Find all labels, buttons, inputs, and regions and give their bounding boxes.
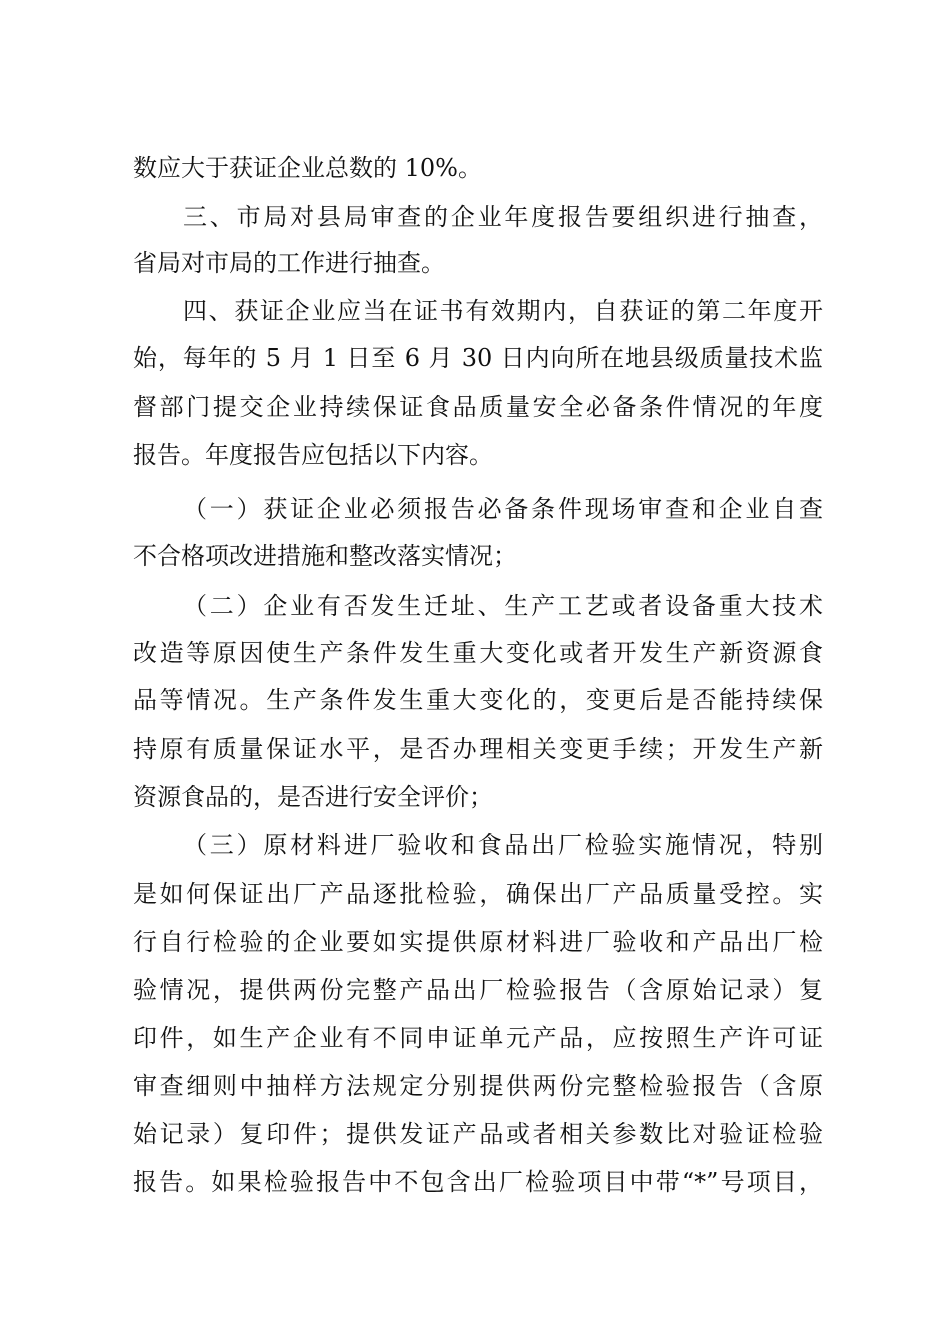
text-line: 始，每年的 5 月 1 日至 6 月 30 日内向所在地县级质量技术监 [133,344,823,372]
text-line: 改造等原因使生产条件发生重大变化或者开发生产新资源食 [133,639,823,667]
text-line: 资源食品的，是否进行安全评价； [133,783,493,811]
text-line: 审查细则中抽样方法规定分别提供两份完整检验报告（含原 [133,1072,823,1100]
text-line: （二）企业有否发生迁址、生产工艺或者设备重大技术 [183,592,823,620]
text-line: 是如何保证出厂产品逐批检验，确保出厂产品质量受控。实 [133,880,823,908]
text-line: 验情况，提供两份完整产品出厂检验报告（含原始记录）复 [133,976,823,1004]
text-line: 印件，如生产企业有不同申证单元产品，应按照生产许可证 [133,1024,823,1052]
text-line: 品等情况。生产条件发生重大变化的，变更后是否能持续保 [133,686,823,714]
text-line: 省局对市局的工作进行抽查。 [133,249,445,277]
text-line: （一）获证企业必须报告必备条件现场审查和企业自查 [183,495,823,523]
text-line: 督部门提交企业持续保证食品质量安全必备条件情况的年度 [133,393,823,421]
text-line: （三）原材料进厂验收和食品出厂检验实施情况，特别 [183,831,823,859]
text-line: 行自行检验的企业要如实提供原材料进厂验收和产品出厂检 [133,928,823,956]
text-line: 数应大于获证企业总数的 10%。 [133,154,482,182]
text-line: 始记录）复印件；提供发证产品或者相关参数比对验证检验 [133,1120,823,1148]
text-line: 不合格项改进措施和整改落实情况； [133,542,517,570]
text-line: 三、市局对县局审查的企业年度报告要组织进行抽查， [183,203,823,231]
text-line: 报告。年度报告应包括以下内容。 [133,441,493,469]
text-line: 四、获证企业应当在证书有效期内，自获证的第二年度开 [183,297,823,325]
text-line: 报告。如果检验报告中不包含出厂检验项目中带“*”号项目， [133,1168,823,1196]
text-line: 持原有质量保证水平，是否办理相关变更手续；开发生产新 [133,735,823,763]
